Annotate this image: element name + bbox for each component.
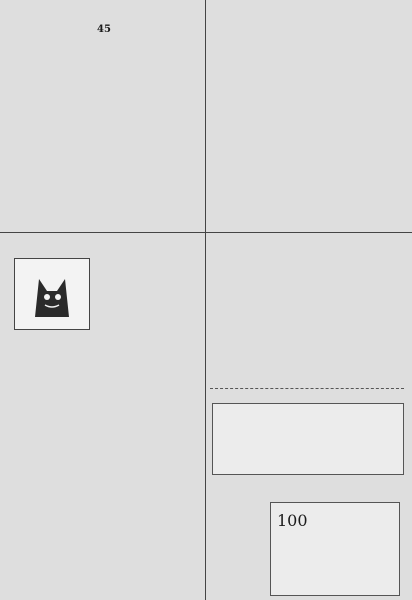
imprint-price: 100 (277, 511, 308, 530)
cat-icon (15, 259, 89, 329)
column-divider (205, 0, 206, 600)
imprint-box (270, 502, 400, 596)
issue-number: 45 (97, 24, 111, 35)
ads-box (212, 403, 404, 475)
dashed-divider (210, 388, 404, 389)
cat-illustration (14, 258, 90, 330)
section-divider (0, 232, 412, 233)
